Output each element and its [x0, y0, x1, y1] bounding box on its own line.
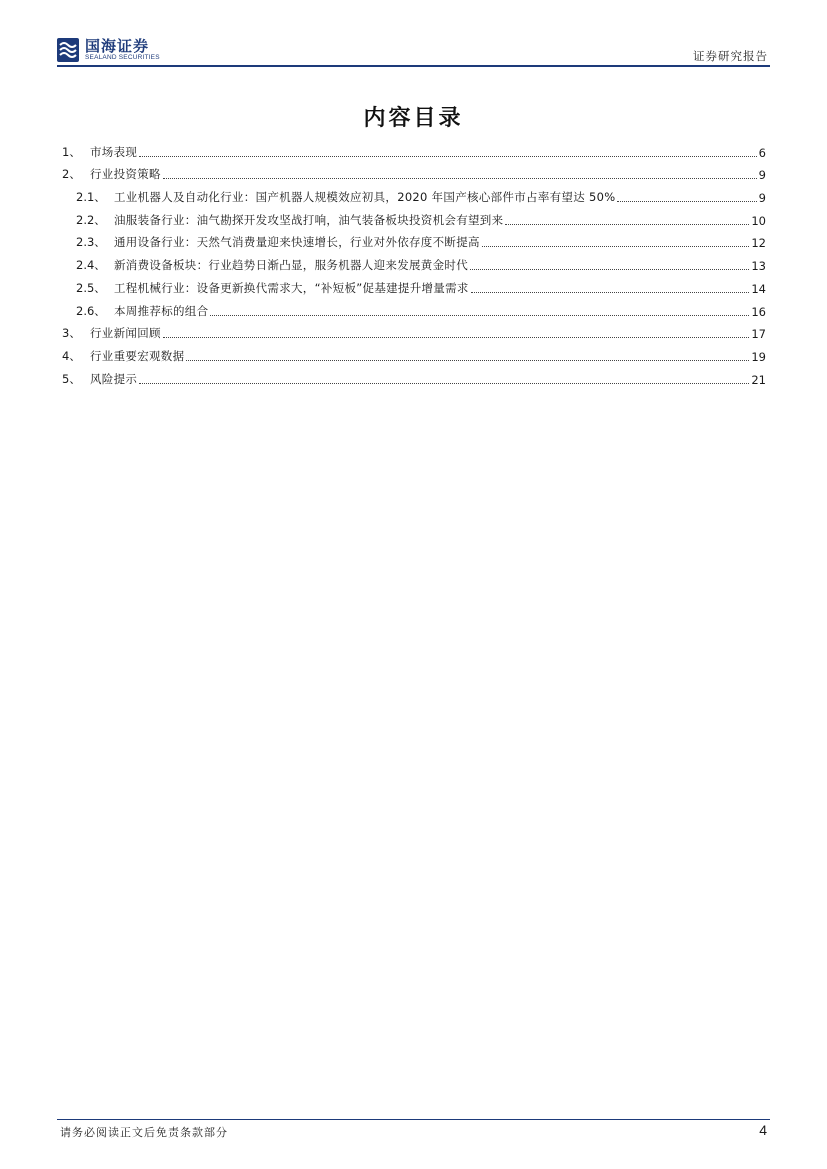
toc-entry-page: 14 — [751, 281, 766, 296]
header-divider — [57, 65, 770, 67]
toc-dot-leader — [505, 224, 749, 225]
toc-entry-label: 油服装备行业：油气勘探开发攻坚战打响，油气装备板块投资机会有望到来 — [114, 212, 504, 227]
toc-dot-leader — [139, 156, 756, 157]
toc-entry-page: 17 — [751, 327, 766, 342]
toc-entry-label: 工业机器人及自动化行业：国产机器人规模效应初具，2020 年国产核心部件市占率有望达 50% — [114, 190, 616, 205]
toc-entry-2-5[interactable] — [62, 273, 766, 296]
toc-entry-label: 行业新闻回顾 — [90, 326, 161, 341]
toc-entry-page: 16 — [751, 304, 766, 319]
toc-entry-3[interactable] — [62, 319, 766, 342]
toc-entry-page: 12 — [751, 236, 766, 251]
toc-entry-4[interactable] — [62, 341, 766, 364]
toc-dot-leader — [617, 201, 756, 202]
toc-dot-leader — [186, 360, 749, 361]
footer-divider — [57, 1119, 770, 1120]
toc-entry-page: 6 — [758, 145, 766, 160]
logo-english-name: SEALAND SECURITIES — [85, 54, 160, 61]
toc-title: 内容目录 — [363, 106, 464, 131]
toc-dot-leader — [482, 246, 750, 247]
toc-entry-page: 9 — [758, 168, 766, 183]
sealand-logo — [57, 36, 160, 64]
toc-entry-label: 通用设备行业：天然气消费量迎来快速增长，行业对外依存度不断提高 — [114, 235, 480, 250]
table-of-contents — [62, 137, 766, 387]
report-type-label: 证券研究报告 — [693, 49, 768, 63]
toc-entry-label: 新消费设备板块：行业趋势日渐凸显，服务机器人迎来发展黄金时代 — [114, 258, 468, 273]
toc-entry-number: 3、 — [62, 326, 81, 341]
toc-dot-leader — [471, 292, 750, 293]
toc-dot-leader — [139, 383, 749, 384]
sealand-logo-icon — [57, 38, 79, 62]
toc-entry-2-3[interactable] — [62, 228, 766, 251]
footer-disclaimer: 请务必阅读正文后免责条款部分 — [60, 1126, 228, 1139]
toc-dot-leader — [163, 337, 750, 338]
toc-entry-2-1[interactable] — [62, 182, 766, 205]
toc-entry-page: 19 — [751, 349, 766, 364]
toc-entry-label: 行业投资策略 — [90, 167, 161, 182]
toc-entry-label: 工程机械行业：设备更新换代需求大，“补短板”促基建提升增量需求 — [114, 280, 469, 295]
toc-entry-label: 本周推荐标的组合 — [114, 303, 209, 318]
toc-entry-number: 2.1、 — [76, 190, 106, 205]
page-header — [57, 34, 770, 66]
toc-entry-page: 21 — [751, 372, 766, 387]
toc-entry-page: 9 — [758, 191, 766, 206]
toc-entry-page: 13 — [751, 259, 766, 274]
toc-dot-leader — [163, 178, 757, 179]
toc-entry-label: 行业重要宏观数据 — [90, 348, 185, 363]
toc-entry-2[interactable] — [62, 160, 766, 183]
toc-entry-2-2[interactable] — [62, 205, 766, 228]
toc-entry-number: 4、 — [62, 348, 81, 363]
page-number: 4 — [759, 1122, 767, 1138]
toc-entry-number: 2.6、 — [76, 303, 106, 318]
toc-entry-number: 2.3、 — [76, 235, 106, 250]
toc-entry-number: 2.4、 — [76, 258, 106, 273]
toc-entry-number: 2.5、 — [76, 280, 106, 295]
toc-entry-1[interactable] — [62, 137, 766, 160]
toc-entry-page: 10 — [751, 213, 766, 228]
logo-chinese-name: 国海证券 — [85, 37, 150, 55]
toc-entry-number: 1、 — [62, 144, 81, 159]
toc-entry-2-6[interactable] — [62, 296, 766, 319]
toc-dot-leader — [210, 315, 749, 316]
toc-dot-leader — [470, 269, 749, 270]
toc-entry-2-4[interactable] — [62, 250, 766, 273]
toc-entry-5[interactable] — [62, 364, 766, 387]
toc-entry-label: 市场表现 — [90, 144, 138, 159]
toc-entry-label: 风险提示 — [90, 371, 138, 386]
toc-entry-number: 2.2、 — [76, 212, 106, 227]
toc-entry-number: 5、 — [62, 371, 81, 386]
toc-entry-number: 2、 — [62, 167, 81, 182]
